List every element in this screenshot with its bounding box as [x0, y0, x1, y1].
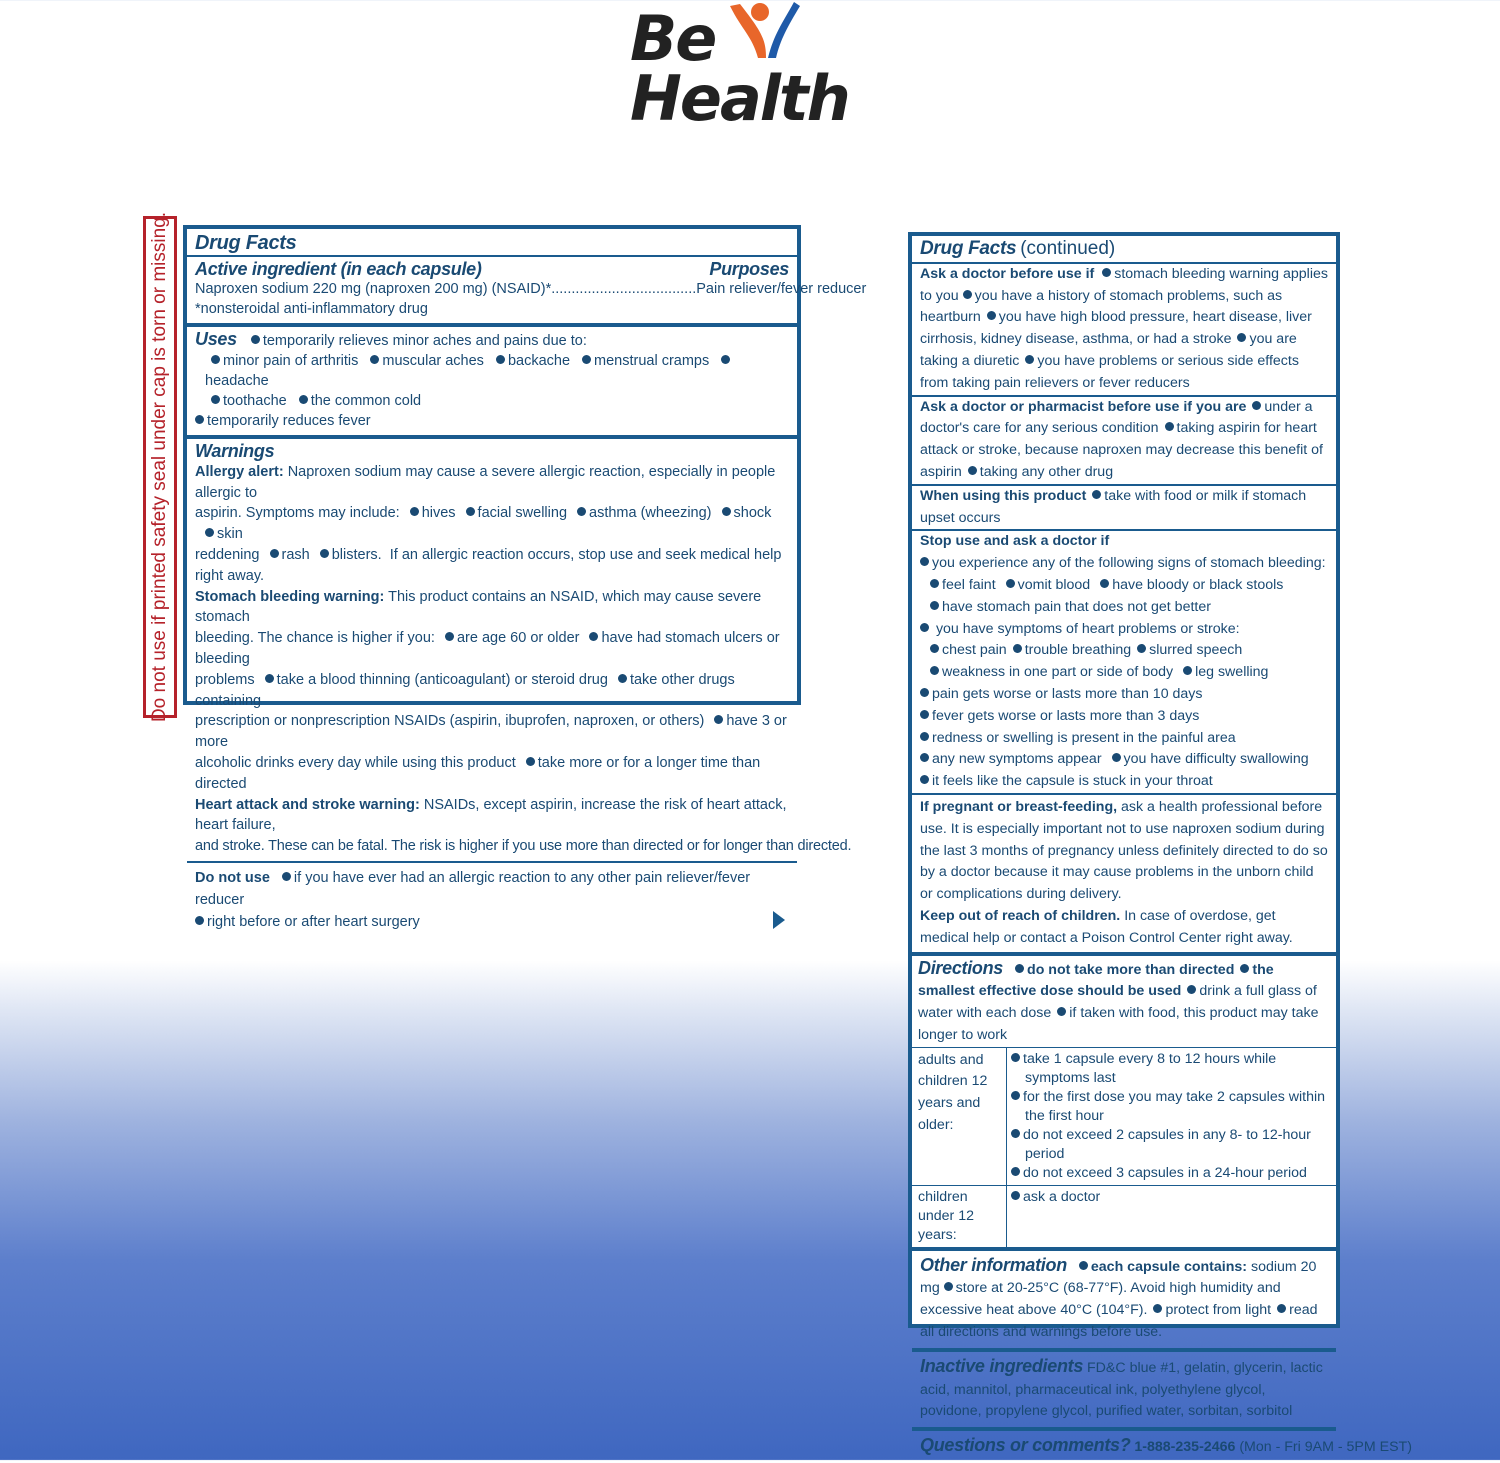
other-info-item: protect from light	[1165, 1302, 1272, 1319]
heart-text: NSAIDs, except aspirin, increase the risk of heart attack, heart failure,	[195, 796, 787, 834]
other-information-section	[912, 1247, 1336, 1348]
stop-use-label: Stop use and ask a doctor if	[920, 533, 1110, 550]
active-ingredient-section	[187, 255, 867, 323]
use-item: menstrual cramps	[594, 353, 710, 369]
heart-text: and stroke. These can be fatal. The risk is higher if you use more than directed or for longer than directed.	[195, 838, 852, 855]
directions-heading: Directions	[918, 957, 1004, 978]
other-info-item: read all directions and warnings before use.	[920, 1302, 1318, 1341]
keep-out-text: In case of overdose, get medical help or contact a Poison Control Center right away.	[920, 907, 1293, 946]
stomach-item: take more or for a longer time than directed	[195, 754, 761, 792]
logo-line2: Health	[630, 62, 849, 135]
stomach-item: take a blood thinning (anticoagulant) or steroid drug	[276, 671, 608, 688]
use-item: minor pain of arthritis	[223, 353, 359, 369]
other-info-item: store at 20-25°C (68-77°F). Avoid high humidity and excessive heat above 40°C (104°F).	[920, 1280, 1281, 1319]
stop-use-item: any new symptoms appear	[932, 751, 1102, 768]
adult-dosing-item: do not exceed 3 capsules in a 24-hour period	[1023, 1164, 1307, 1181]
stop-use-subitem: slurred speech	[1149, 642, 1243, 659]
be-health-logo	[630, 0, 880, 135]
do-not-use-label: Do not use	[195, 869, 270, 886]
stomach-text: This product contains an NSAID, which may cause severe stomach	[195, 588, 762, 626]
stomach-text: bleeding. The chance is higher if you:	[195, 630, 435, 647]
child-dosing-item: ask a doctor	[1023, 1188, 1101, 1205]
use-item: the common cold	[310, 393, 422, 409]
stop-use-subitem: trouble breathing	[1024, 642, 1132, 659]
stomach-item: have had stomach ulcers or bleeding	[195, 630, 780, 667]
stop-use-item: pain gets worse or lasts more than 10 days	[932, 685, 1203, 702]
ask-pharmacist-label: Ask a doctor or pharmacist before use if you are	[920, 398, 1247, 415]
allergy-item: hives	[421, 505, 456, 522]
allergy-item: reddening	[195, 546, 260, 563]
stop-use-subitem: chest pain	[942, 642, 1007, 659]
when-using-label: When using this product	[920, 487, 1087, 504]
do-not-use-item: right before or after heart surgery	[207, 913, 420, 930]
stop-use-subitem: have stomach pain that does not get better	[942, 598, 1211, 615]
stop-use-item: fever gets worse or lasts more than 3 days	[932, 707, 1200, 724]
questions-section	[912, 1427, 1412, 1463]
warnings-section	[187, 435, 852, 861]
allergy-item: shock	[733, 505, 772, 522]
active-ingredient-line: Naproxen sodium 220 mg (naproxen 200 mg) (NSAID)*....................................Pain reliever/fever reducer	[195, 281, 867, 297]
allergy-item: skin	[217, 526, 243, 543]
inactive-ingredients-heading: Inactive ingredients	[920, 1355, 1084, 1376]
stop-use-subitem: weakness in one part or side of body	[942, 664, 1174, 681]
direction-item: drink a full glass of water with each dose	[918, 983, 1317, 1022]
other-info-item: sodium 20 mg	[920, 1258, 1317, 1297]
allergy-item: rash	[281, 546, 310, 563]
stomach-item: are age 60 or older	[456, 630, 580, 647]
use-item: backache	[507, 353, 571, 369]
ask-doctor-label: Ask a doctor before use if	[920, 265, 1095, 282]
stomach-label: Stomach bleeding warning:	[195, 588, 385, 605]
use-item: muscular aches	[382, 353, 484, 369]
other-information-heading: Other information	[920, 1254, 1067, 1275]
stomach-item: have 3 or more	[195, 713, 787, 751]
stop-use-subitem: have bloody or black stools	[1112, 576, 1284, 593]
stop-use-subitem: feel faint	[942, 576, 996, 593]
direction-item: if taken with food, this product may take longer to work	[918, 1005, 1319, 1043]
stop-use-item: you have symptoms of heart problems or stroke:	[935, 620, 1240, 637]
continued-label: (continued)	[1020, 238, 1116, 259]
drug-facts-continued-panel	[908, 232, 1412, 1456]
ask-doctor-item: you have problems or serious side effects from taking pain relievers or fever reducers	[920, 352, 1299, 391]
do-not-use-item: if you have ever had an allergic reaction to any other pain reliever/fever reducer	[195, 869, 751, 908]
direction-item: the smallest effective dose should be used	[918, 961, 1274, 1000]
pregnancy-text: ask a health professional before use. It is especially important not to use naproxen sodium during the last 3 months of pregnancy unless definitely directed to do so by a doctor because it may cause problems in the unborn child or complications during delivery.	[920, 798, 1328, 903]
allergy-text: aspirin. Symptoms may include:	[195, 505, 400, 522]
other-info-label: each capsule contains:	[1090, 1258, 1248, 1275]
directions-section	[912, 952, 1336, 1247]
questions-heading: Questions or comments?	[920, 1435, 1131, 1456]
drug-facts-header	[187, 229, 797, 255]
continued-title: Drug Facts	[920, 238, 1017, 259]
drug-facts-title: Drug Facts	[195, 232, 297, 254]
allergy-text: Naproxen sodium may cause a severe allergic reaction, especially in people allergic to	[195, 463, 776, 501]
pregnancy-label: If pregnant or breast-feeding,	[920, 798, 1118, 815]
questions-phone: 1-888-235-2466	[1134, 1439, 1236, 1456]
nsaid-footnote: *nonsteroidal anti-inflammatory drug	[195, 301, 428, 317]
warnings-heading: Warnings	[195, 441, 275, 461]
purposes-heading: Purposes	[709, 259, 789, 279]
safety-seal-notice	[143, 211, 177, 723]
pregnancy-section	[912, 793, 1336, 952]
ask-doctor-item: stomach bleeding warning applies to you	[920, 265, 1328, 304]
inactive-ingredients-section	[912, 1348, 1336, 1427]
use-item: toothache	[223, 393, 287, 409]
heart-label: Heart attack and stroke warning:	[195, 796, 420, 813]
ask-pharmacist-section	[912, 395, 1336, 484]
safety-seal-text: Do not use if printed safety seal under cap is torn or missing.	[149, 211, 170, 723]
continue-arrow-icon	[773, 911, 785, 929]
stop-use-item: you have difficulty swallowing	[1123, 751, 1309, 768]
keep-out-label: Keep out of reach of children.	[920, 907, 1121, 924]
stop-use-item: redness or swelling is present in the painful area	[932, 729, 1236, 746]
active-ingredient-heading: Active ingredient (in each capsule)	[195, 259, 482, 279]
stop-use-item: it feels like the capsule is stuck in your throat	[932, 773, 1213, 790]
questions-hours: (Mon - Fri 9AM - 5PM EST)	[1239, 1439, 1412, 1456]
ask-doctor-item: you are taking a diuretic	[920, 331, 1297, 369]
ask-pharmacist-item: taking aspirin for heart attack or stroke, because naproxen may decrease this benefit of aspirin	[920, 420, 1323, 480]
inactive-ingredients-text: FD&C blue #1, gelatin, glycerin, lactic acid, mannitol, pharmaceutical ink, polyethylene glycol, povidone, propylene glycol, purified water, sorbitan, sorbitol	[920, 1359, 1323, 1420]
allergy-text: If an allergic reaction occurs, stop use and seek medical help right away.	[195, 546, 782, 584]
continued-header	[912, 236, 1336, 262]
drug-facts-panel	[183, 225, 867, 930]
ask-doctor-item: you have high blood pressure, heart disease, liver cirrhosis, kidney disease, asthma, or had a stroke	[920, 309, 1312, 348]
stomach-text: problems	[195, 671, 255, 688]
uses-section	[187, 323, 797, 435]
person-figure-icon	[722, 0, 802, 60]
ask-doctor-section	[912, 262, 1336, 395]
adult-dosing-item: for the first dose you may take 2 capsules within the first hour	[1023, 1088, 1326, 1124]
when-using-section	[912, 484, 1336, 530]
stomach-text: prescription or nonprescription NSAIDs (aspirin, ibuprofen, naproxen, or others)	[195, 713, 705, 730]
stop-use-section	[912, 529, 1336, 793]
when-using-item: take with food or milk if stomach upset occurs	[920, 487, 1307, 526]
stomach-item: take other drugs containing	[195, 671, 735, 709]
adult-dosing-item: do not exceed 2 capsules in any 8- to 12-hour period	[1023, 1126, 1311, 1162]
stomach-text: alcoholic drinks every day while using this product	[195, 754, 516, 771]
adult-dosing-label: adults and children 12 years and older:	[912, 1048, 1007, 1185]
use-fever: temporarily reduces fever	[207, 413, 371, 429]
child-dosing-label: children under 12 years:	[912, 1186, 1007, 1247]
ask-doctor-item: you have a history of stomach problems, such as heartburn	[920, 287, 1283, 326]
use-item: headache	[205, 373, 269, 389]
allergy-item: facial swelling	[477, 505, 568, 522]
adult-dosing-item: take 1 capsule every 8 to 12 hours while symptoms last	[1023, 1050, 1277, 1086]
direction-item: do not take more than directed	[1027, 961, 1235, 978]
logo-line1: Be	[630, 2, 716, 75]
stop-use-subitem: vomit blood	[1017, 576, 1091, 593]
allergy-item: blisters.	[331, 546, 382, 563]
do-not-use-section	[187, 861, 797, 937]
ask-pharmacist-item: taking any other drug	[979, 463, 1114, 480]
allergy-label: Allergy alert:	[195, 463, 284, 480]
ask-pharmacist-item: under a doctor's care for any serious condition	[920, 398, 1313, 437]
adult-dosing-row	[912, 1047, 1336, 1185]
child-dosing-row	[912, 1185, 1336, 1247]
uses-heading: Uses	[195, 329, 237, 349]
stop-use-item: you experience any of the following signs of stomach bleeding:	[932, 555, 1326, 572]
uses-intro: temporarily relieves minor aches and pains due to:	[262, 333, 587, 349]
allergy-item: asthma (wheezing)	[589, 505, 712, 522]
stop-use-subitem: leg swelling	[1195, 664, 1269, 681]
